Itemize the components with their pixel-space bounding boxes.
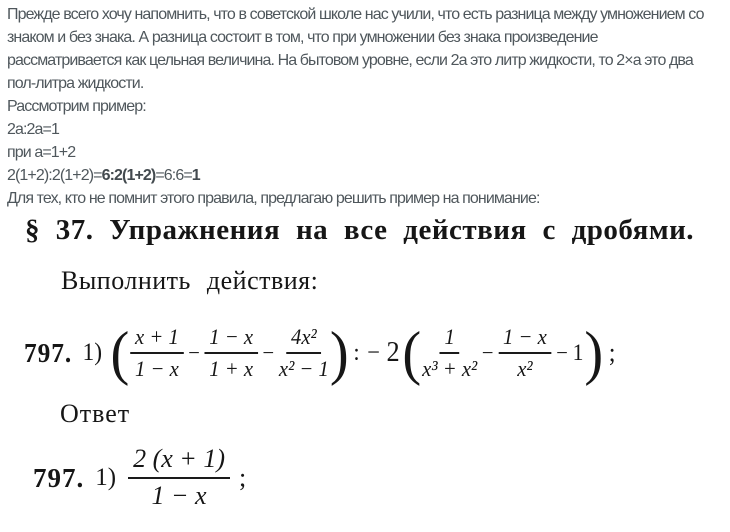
answer-semicolon: ;	[238, 463, 247, 492]
fraction-4-numerator: 1	[440, 324, 460, 354]
minus-operator-1: −	[188, 340, 200, 365]
instruction-text: Выполнить действия:	[61, 266, 319, 295]
intro-line-3: рассматривается как цельная величина. На бытовом уровне, если 2а это литр жидкости, то 2×а это два	[7, 52, 693, 69]
answer-fraction-numerator: 2 (x + 1)	[128, 444, 230, 479]
close-paren: )	[329, 320, 349, 386]
answer-fraction	[128, 444, 230, 511]
trailing-one: 1	[572, 340, 584, 365]
minus-operator-3: −	[481, 340, 494, 365]
fraction-2	[205, 324, 258, 382]
answer-label: Ответ	[60, 399, 131, 428]
fraction-5-denominator: x²	[517, 356, 533, 381]
answer-number: 797.	[33, 462, 85, 493]
fraction-3	[279, 324, 329, 382]
minus-operator-4: −	[556, 340, 568, 365]
open-paren-2: (	[402, 320, 422, 386]
intro-line-1: Прежде всего хочу напомнить, что в советской школе нас учили, что есть разница между умножением со	[7, 6, 704, 23]
equation-middle: =6:6=	[155, 167, 192, 184]
fraction-1	[130, 324, 183, 382]
fraction-4-denominator: x³ + x²	[422, 356, 478, 381]
problem-item-label: 1)	[82, 339, 103, 366]
fraction-2-numerator: 1 − x	[205, 324, 258, 354]
example-equation-1: 2а:2а=1	[7, 121, 59, 138]
coefficient-two: 2	[386, 337, 400, 368]
fraction-3-denominator: x² − 1	[278, 356, 329, 381]
example-intro-line: Рассмотрим пример:	[7, 98, 146, 115]
problem-formula	[24, 310, 616, 396]
equation-bold-result: 1	[191, 167, 200, 184]
problem-number: 797.	[24, 337, 73, 368]
intro-closing-line: Для тех, кто не помнит этого правила, предлагаю решить пример на понимание:	[7, 190, 540, 207]
fraction-3-numerator: 4x²	[286, 324, 321, 354]
fraction-2-denominator: 1 + x	[209, 356, 254, 381]
fraction-5	[498, 324, 551, 382]
section-title: § 37. Упражнения на все действия с дробями.	[25, 214, 695, 246]
problem-semicolon: ;	[608, 338, 616, 367]
intro-line-4: пол-литра жидкости.	[7, 75, 144, 92]
answer-item-label: 1)	[95, 464, 117, 491]
fraction-5-numerator: 1 − x	[498, 324, 551, 354]
example-equation-2: при а=1+2	[7, 144, 76, 161]
close-paren-2: )	[584, 320, 604, 386]
answer-fraction-denominator: 1 − x	[151, 481, 207, 510]
open-paren: (	[110, 320, 130, 386]
fraction-1-numerator: x + 1	[130, 324, 183, 354]
equation-bold-segment: 6:2(1+2)	[101, 167, 156, 184]
minus-sign: −	[367, 339, 380, 366]
intro-line-2: знаком и без знака. А разница состоит в том, что при умножении без знака произведение	[7, 29, 598, 46]
equation-prefix: 2(1+2):2(1+2)=	[7, 167, 102, 184]
answer-formula	[33, 438, 246, 518]
fraction-1-denominator: 1 − x	[134, 356, 179, 381]
minus-operator-2: −	[262, 340, 275, 365]
division-colon: :	[353, 339, 360, 366]
fraction-4	[422, 324, 477, 382]
